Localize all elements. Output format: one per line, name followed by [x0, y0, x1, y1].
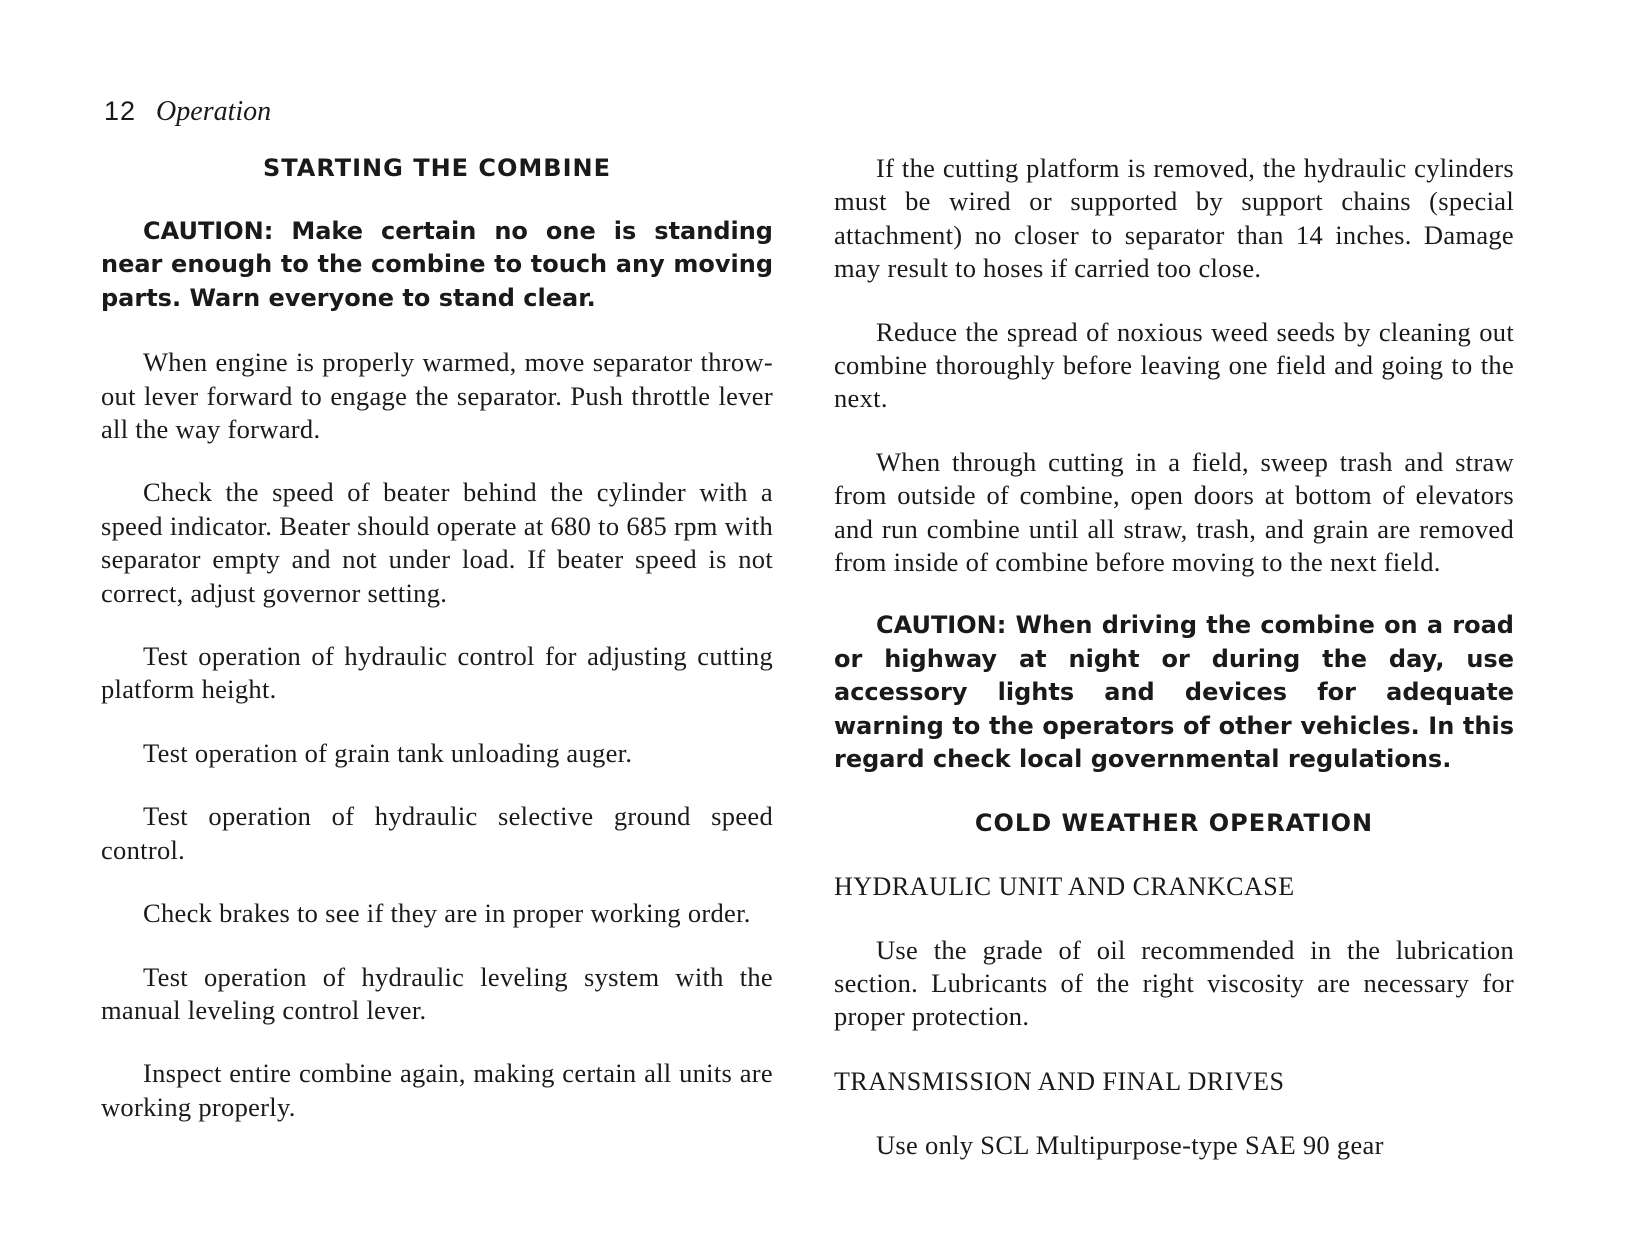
paragraph: Test operation of hydraulic selective ground speed control.: [101, 801, 773, 865]
subheading-transmission: TRANSMISSION AND FINAL DRIVES: [834, 1066, 1285, 1096]
paragraph: Use only SCL Multipurpose-type SAE 90 gear: [876, 1129, 1384, 1160]
caution-note-stand-clear: CAUTION: Make certain no one is standing near enough to the combine to touch any moving parts. Warn everyone to stand clear.: [101, 217, 773, 312]
paragraph: Test operation of grain tank unloading auger.: [143, 737, 633, 768]
paragraph: Check the speed of beater behind the cylinder with a speed indicator. Beater should operate at 680 to 685 rpm with separator empty and not under load. If beater speed is not correct, adjust governor setting.: [101, 477, 773, 608]
section-heading-starting: STARTING THE COMBINE: [262, 154, 612, 182]
paragraph: When engine is properly warmed, move separator throw-out lever forward to engage the separator. Push throttle lever all the way forward.: [101, 347, 773, 445]
paragraph: Check brakes to see if they are in proper working order.: [143, 898, 751, 929]
section-heading-cold-weather: COLD WEATHER OPERATION: [974, 808, 1374, 837]
paragraph: Inspect entire combine again, making certain all units are working properly.: [101, 1058, 773, 1122]
paragraph: Test operation of hydraulic leveling system with the manual leveling control lever.: [101, 961, 773, 1025]
running-section-title: Operation: [156, 96, 272, 127]
caution-note-road-lights: CAUTION: When driving the combine on a road or highway at night or during the day, use accessory lights and devices for adequate warning to the operators of other vehicles. In this regard check local governmental regulations.: [834, 611, 1514, 774]
subheading-hydraulic-unit: HYDRAULIC UNIT AND CRANKCASE: [834, 871, 1295, 901]
left-column: [101, 152, 773, 1124]
paragraph: Use the grade of oil recommended in the lubrication section. Lubricants of the right viscosity are necessary for proper protection.: [834, 934, 1514, 1032]
paragraph: If the cutting platform is removed, the hydraulic cylinders must be wired or supported by support chains (special attachment) no closer to separator than 14 inches. Damage may result to hoses if carried too close.: [834, 153, 1514, 284]
paragraph: When through cutting in a field, sweep trash and straw from outside of combine, open doors at bottom of elevators and run combine until all straw, trash, and grain are removed from inside of combine before moving to the next field.: [834, 446, 1514, 578]
paragraph: Test operation of hydraulic control for adjusting cutting platform height.: [101, 641, 773, 705]
page-number: 12: [104, 96, 137, 126]
right-column: [834, 152, 1514, 1162]
page-header: [104, 96, 271, 136]
paragraph: Reduce the spread of noxious weed seeds by cleaning out combine thoroughly before leaving one field and going to the next.: [834, 316, 1514, 414]
